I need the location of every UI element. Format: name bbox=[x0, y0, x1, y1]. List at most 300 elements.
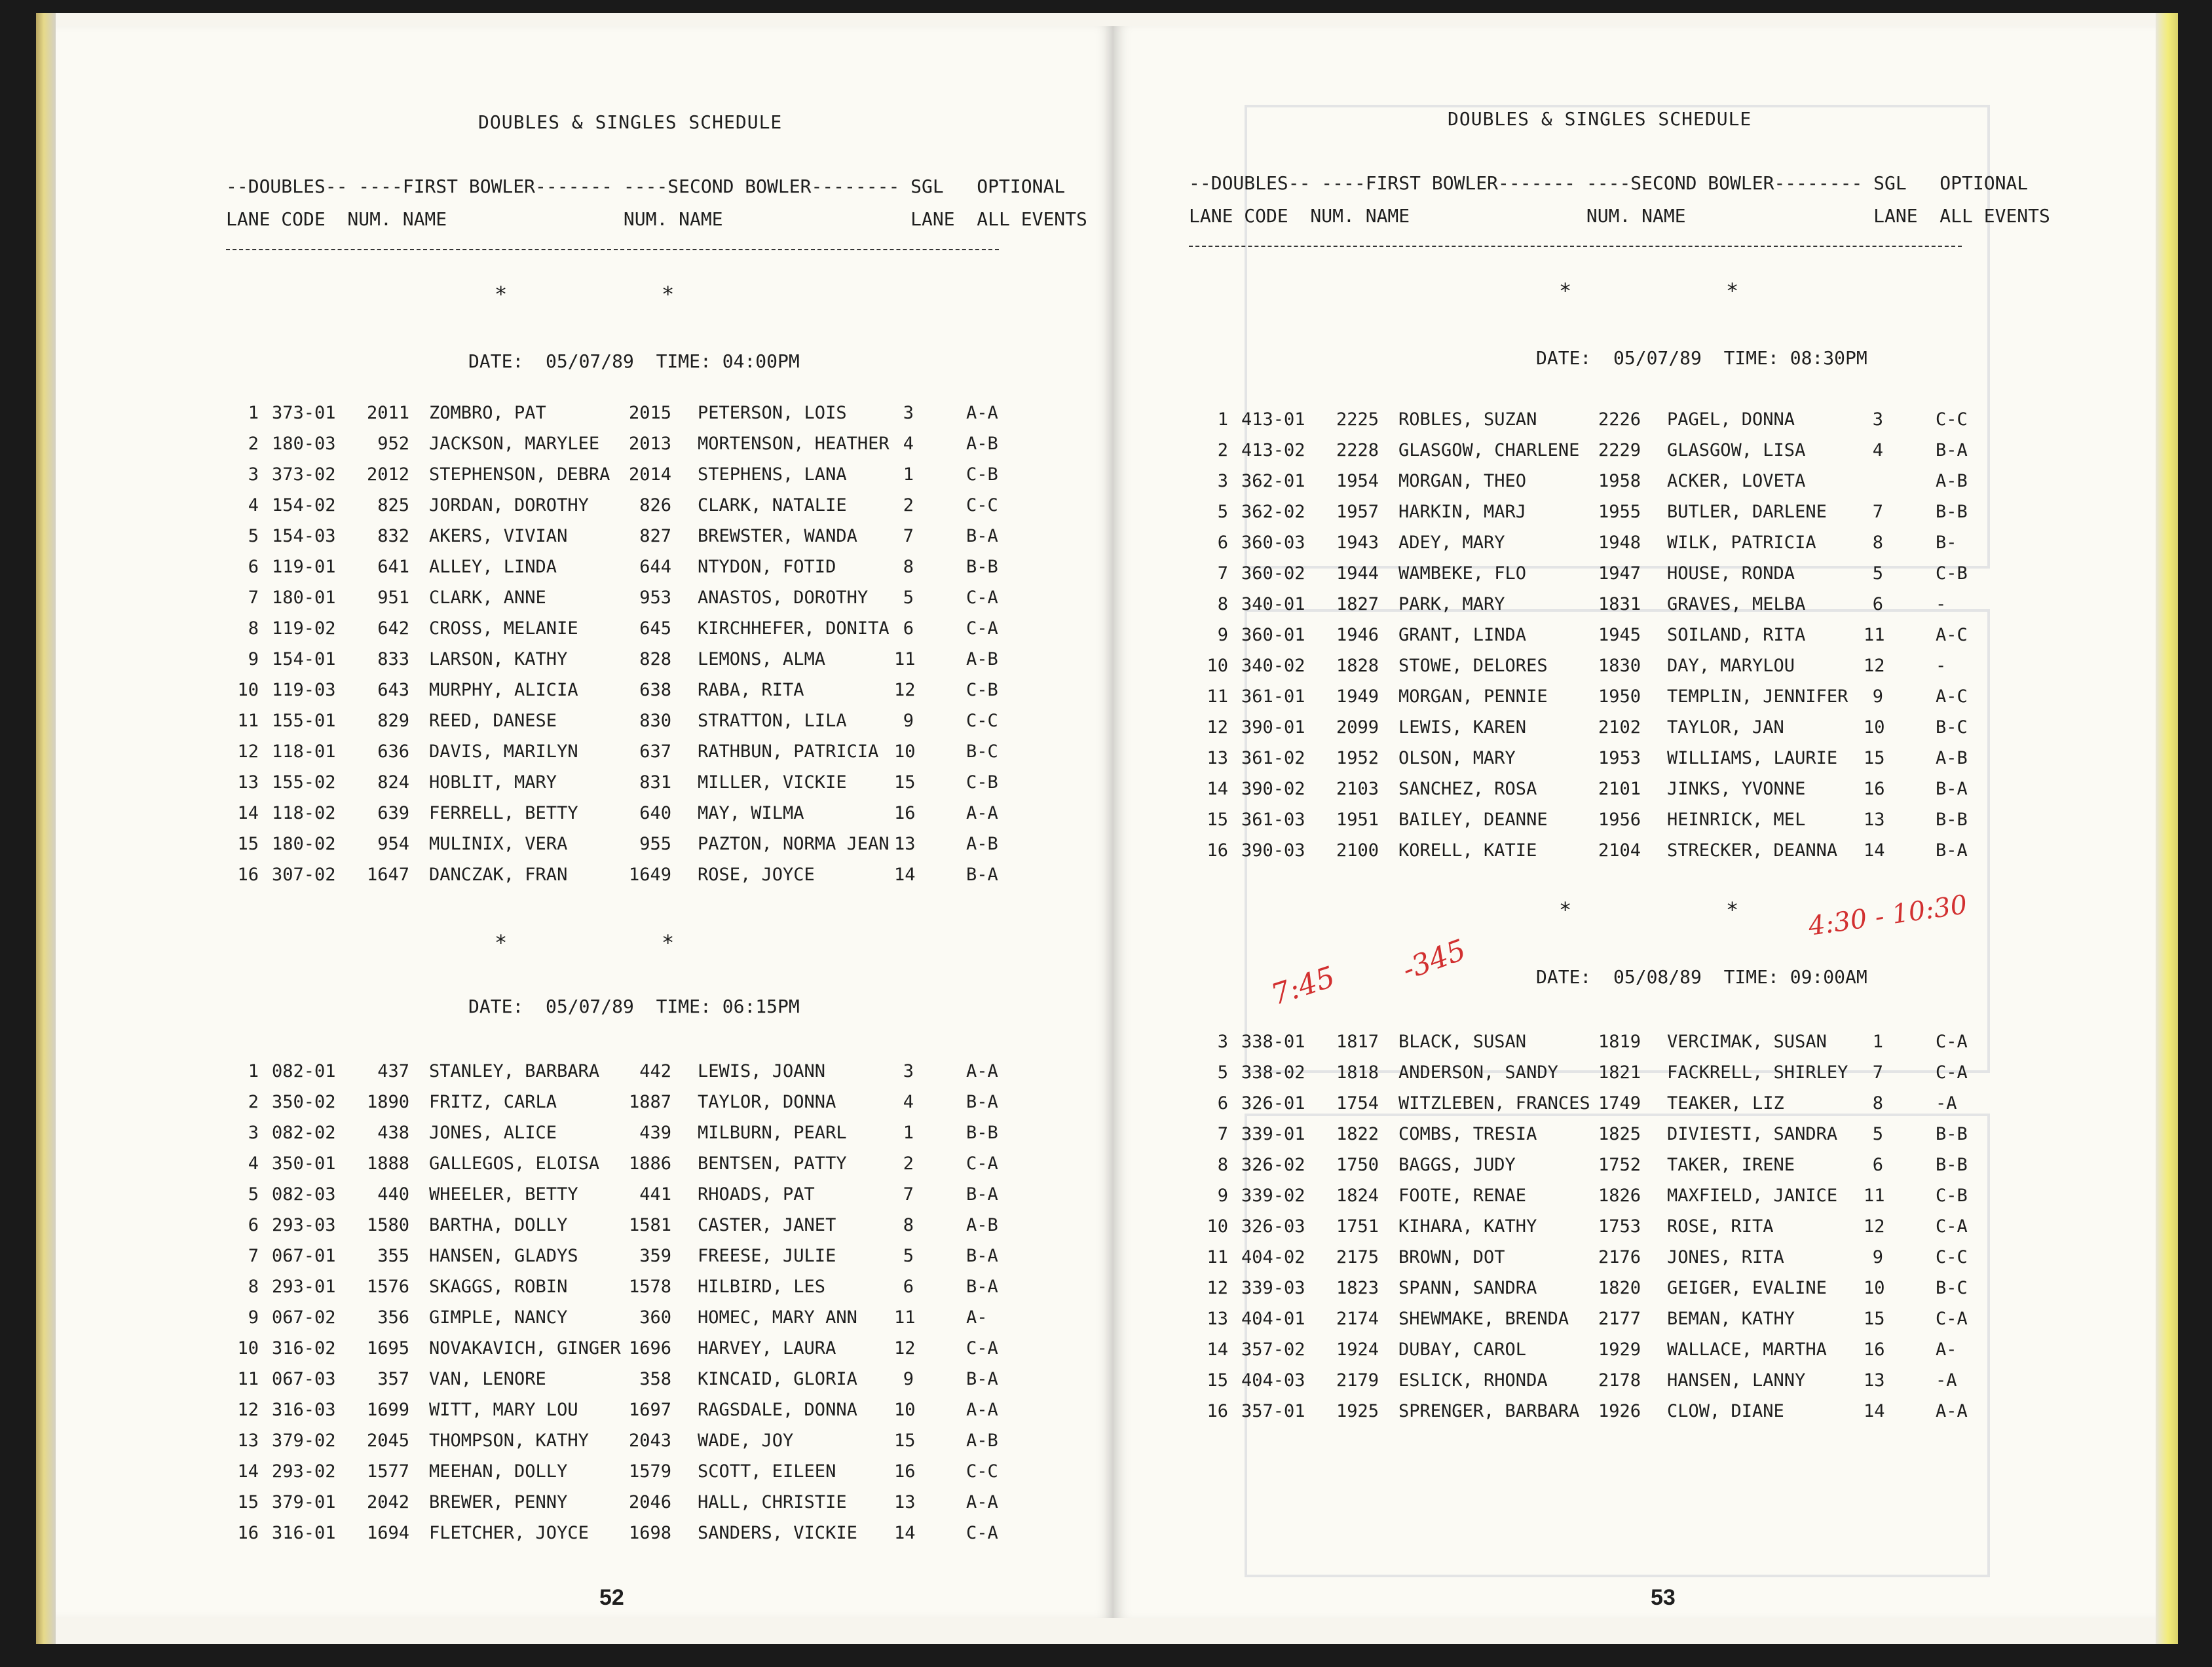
doubles-code-cell: 307-02 bbox=[272, 865, 336, 885]
second-bowler-name-cell: ANASTOS, DOROTHY bbox=[698, 588, 869, 608]
separator-star: * bbox=[1559, 897, 1572, 922]
first-bowler-number-cell: 2045 bbox=[366, 1431, 409, 1451]
second-bowler-name-cell: MILLER, VICKIE bbox=[698, 772, 847, 793]
optional-all-events-cell: C-B bbox=[966, 772, 998, 793]
first-bowler-number-cell: 2225 bbox=[1336, 409, 1379, 430]
second-bowler-name-cell: TAYLOR, DONNA bbox=[698, 1092, 836, 1112]
second-bowler-name-cell: WALLACE, MARTHA bbox=[1667, 1339, 1827, 1360]
second-bowler-name-cell: ROSE, JOYCE bbox=[698, 865, 815, 885]
doubles-code-cell: 373-01 bbox=[272, 403, 336, 423]
doubles-code-cell: 326-02 bbox=[1241, 1155, 1305, 1175]
second-bowler-number-cell: 358 bbox=[639, 1369, 671, 1389]
singles-lane-cell: 10 bbox=[894, 741, 916, 762]
second-bowler-name-cell: FREESE, JULIE bbox=[698, 1246, 836, 1266]
first-bowler-name-cell: DUBAY, CAROL bbox=[1398, 1339, 1527, 1360]
lane-cell: 16 bbox=[237, 1523, 259, 1543]
lane-cell: 6 bbox=[1217, 1093, 1228, 1114]
second-bowler-name-cell: STRATTON, LILA bbox=[698, 711, 847, 731]
first-bowler-number-cell: 2011 bbox=[366, 403, 409, 423]
first-bowler-number-cell: 1828 bbox=[1336, 656, 1379, 676]
optional-all-events-cell: C-C bbox=[966, 711, 998, 731]
doubles-code-cell: 154-02 bbox=[272, 495, 336, 515]
first-bowler-number-cell: 954 bbox=[377, 834, 409, 854]
singles-lane-cell: 14 bbox=[894, 1523, 916, 1543]
first-bowler-number-cell: 440 bbox=[377, 1184, 409, 1205]
first-bowler-number-cell: 1694 bbox=[366, 1523, 409, 1543]
doubles-code-cell: 326-01 bbox=[1241, 1093, 1305, 1114]
first-bowler-name-cell: HANSEN, GLADYS bbox=[429, 1246, 578, 1266]
singles-lane-cell: 2 bbox=[903, 495, 914, 515]
right-page bbox=[1114, 26, 2156, 1618]
separator-star: * bbox=[1726, 897, 1739, 922]
first-bowler-number-cell: 952 bbox=[377, 434, 409, 454]
second-bowler-number-cell: 1887 bbox=[628, 1092, 671, 1112]
lane-cell: 6 bbox=[1217, 533, 1228, 553]
second-bowler-number-cell: 1929 bbox=[1598, 1339, 1641, 1360]
first-bowler-number-cell: 636 bbox=[377, 741, 409, 762]
lane-cell: 3 bbox=[1217, 471, 1228, 491]
lane-cell: 16 bbox=[1207, 1401, 1228, 1421]
optional-all-events-cell: B-C bbox=[1936, 1278, 1968, 1298]
singles-lane-cell: 3 bbox=[903, 403, 914, 423]
lane-cell: 15 bbox=[237, 834, 259, 854]
second-bowler-name-cell: SANDERS, VICKIE bbox=[698, 1523, 857, 1543]
singles-lane-cell: 9 bbox=[1872, 686, 1883, 707]
optional-all-events-cell: - bbox=[1936, 656, 1947, 676]
singles-lane-cell: 4 bbox=[903, 1092, 914, 1112]
doubles-code-cell: 390-02 bbox=[1241, 779, 1305, 799]
second-bowler-number-cell: 2102 bbox=[1598, 717, 1641, 738]
second-bowler-name-cell: WADE, JOY bbox=[698, 1431, 794, 1451]
first-bowler-name-cell: FOOTE, RENAE bbox=[1398, 1186, 1527, 1206]
first-bowler-name-cell: COMBS, TRESIA bbox=[1398, 1124, 1537, 1144]
optional-all-events-cell: B-B bbox=[1936, 810, 1968, 830]
singles-lane-cell: 16 bbox=[1864, 779, 1885, 799]
first-bowler-number-cell: 641 bbox=[377, 557, 409, 577]
first-bowler-name-cell: REED, DANESE bbox=[429, 711, 557, 731]
lane-cell: 8 bbox=[1217, 594, 1228, 614]
optional-all-events-cell: C-A bbox=[1936, 1216, 1968, 1237]
optional-all-events-cell: B-A bbox=[966, 1184, 998, 1205]
singles-lane-cell: 9 bbox=[903, 711, 914, 731]
doubles-code-cell: 390-01 bbox=[1241, 717, 1305, 738]
second-bowler-name-cell: NTYDON, FOTID bbox=[698, 557, 836, 577]
lane-cell: 8 bbox=[1217, 1155, 1228, 1175]
second-bowler-name-cell: TEMPLIN, JENNIFER bbox=[1667, 686, 1848, 707]
singles-lane-cell: 14 bbox=[1864, 1401, 1885, 1421]
doubles-code-cell: 180-01 bbox=[272, 588, 336, 608]
singles-lane-cell: 15 bbox=[1864, 748, 1885, 768]
first-bowler-number-cell: 1949 bbox=[1336, 686, 1379, 707]
second-bowler-name-cell: TAKER, IRENE bbox=[1667, 1155, 1795, 1175]
doubles-code-cell: 379-01 bbox=[272, 1492, 336, 1512]
first-bowler-number-cell: 643 bbox=[377, 680, 409, 700]
first-bowler-name-cell: WHEELER, BETTY bbox=[429, 1184, 578, 1205]
lane-cell: 3 bbox=[248, 1123, 259, 1143]
doubles-code-cell: 339-03 bbox=[1241, 1278, 1305, 1298]
singles-lane-cell: 6 bbox=[903, 618, 914, 639]
doubles-code-cell: 340-01 bbox=[1241, 594, 1305, 614]
lane-cell: 10 bbox=[237, 1338, 259, 1358]
singles-lane-cell: 11 bbox=[894, 649, 916, 669]
second-bowler-name-cell: MAY, WILMA bbox=[698, 803, 804, 823]
first-bowler-name-cell: BAILEY, DEANNE bbox=[1398, 810, 1548, 830]
first-bowler-name-cell: BREWER, PENNY bbox=[429, 1492, 568, 1512]
optional-all-events-cell: - bbox=[1936, 594, 1947, 614]
lane-cell: 12 bbox=[1207, 717, 1228, 738]
optional-all-events-cell: A- bbox=[1936, 1339, 1957, 1360]
second-bowler-number-cell: 953 bbox=[639, 588, 671, 608]
doubles-code-cell: 362-01 bbox=[1241, 471, 1305, 491]
optional-all-events-cell: C-B bbox=[1936, 563, 1968, 584]
second-bowler-name-cell: MORTENSON, HEATHER bbox=[698, 434, 890, 454]
lane-cell: 5 bbox=[1217, 502, 1228, 522]
singles-lane-cell: 8 bbox=[1872, 533, 1883, 553]
first-bowler-name-cell: MORGAN, THEO bbox=[1398, 471, 1527, 491]
lane-cell: 10 bbox=[237, 680, 259, 700]
optional-all-events-cell: B-A bbox=[1936, 779, 1968, 799]
first-bowler-name-cell: GRANT, LINDA bbox=[1398, 625, 1527, 645]
second-bowler-number-cell: 1581 bbox=[628, 1215, 671, 1235]
doubles-code-cell: 119-02 bbox=[272, 618, 336, 639]
first-bowler-name-cell: FLETCHER, JOYCE bbox=[429, 1523, 589, 1543]
second-bowler-number-cell: 1698 bbox=[628, 1523, 671, 1543]
doubles-code-cell: 082-03 bbox=[272, 1184, 336, 1205]
lane-cell: 5 bbox=[248, 526, 259, 546]
singles-lane-cell: 14 bbox=[1864, 840, 1885, 861]
second-bowler-name-cell: RHOADS, PAT bbox=[698, 1184, 815, 1205]
singles-lane-cell: 15 bbox=[894, 772, 916, 793]
doubles-code-cell: 316-02 bbox=[272, 1338, 336, 1358]
second-bowler-number-cell: 1830 bbox=[1598, 656, 1641, 676]
optional-all-events-cell: C-B bbox=[966, 680, 998, 700]
first-bowler-name-cell: NOVAKAVICH, GINGER bbox=[429, 1338, 621, 1358]
second-bowler-number-cell: 1958 bbox=[1598, 471, 1641, 491]
first-bowler-number-cell: 2174 bbox=[1336, 1309, 1379, 1329]
second-bowler-number-cell: 360 bbox=[639, 1307, 671, 1328]
optional-all-events-cell: C-A bbox=[966, 1338, 998, 1358]
second-bowler-number-cell: 2014 bbox=[628, 464, 671, 485]
lane-cell: 10 bbox=[1207, 656, 1228, 676]
doubles-code-cell: 067-01 bbox=[272, 1246, 336, 1266]
doubles-code-cell: 340-02 bbox=[1241, 656, 1305, 676]
first-bowler-number-cell: 1751 bbox=[1336, 1216, 1379, 1237]
first-bowler-number-cell: 1580 bbox=[366, 1215, 409, 1235]
second-bowler-name-cell: GLASGOW, LISA bbox=[1667, 440, 1806, 460]
first-bowler-number-cell: 2175 bbox=[1336, 1247, 1379, 1267]
doubles-code-cell: 338-01 bbox=[1241, 1032, 1305, 1052]
lane-cell: 15 bbox=[237, 1492, 259, 1512]
optional-all-events-cell: A-A bbox=[1936, 1401, 1968, 1421]
optional-all-events-cell: C-B bbox=[966, 464, 998, 485]
optional-all-events-cell: -A bbox=[1936, 1370, 1957, 1391]
second-bowler-name-cell: MAXFIELD, JANICE bbox=[1667, 1186, 1838, 1206]
second-bowler-name-cell: WILK, PATRICIA bbox=[1667, 533, 1816, 553]
first-bowler-name-cell: LEWIS, KAREN bbox=[1398, 717, 1527, 738]
header-divider bbox=[1189, 246, 1962, 247]
doubles-code-cell: 316-03 bbox=[272, 1400, 336, 1420]
second-bowler-number-cell: 1819 bbox=[1598, 1032, 1641, 1052]
first-bowler-name-cell: MORGAN, PENNIE bbox=[1398, 686, 1548, 707]
first-bowler-number-cell: 1954 bbox=[1336, 471, 1379, 491]
doubles-code-cell: 350-02 bbox=[272, 1092, 336, 1112]
first-bowler-number-cell: 833 bbox=[377, 649, 409, 669]
second-bowler-name-cell: HILBIRD, LES bbox=[698, 1277, 826, 1297]
first-bowler-number-cell: 1827 bbox=[1336, 594, 1379, 614]
first-bowler-name-cell: BARTHA, DOLLY bbox=[429, 1215, 568, 1235]
handwritten-note: 4:30 - 10:30 bbox=[1806, 890, 1970, 942]
singles-lane-cell: 7 bbox=[903, 526, 914, 546]
first-bowler-number-cell: 1695 bbox=[366, 1338, 409, 1358]
first-bowler-name-cell: STANLEY, BARBARA bbox=[429, 1061, 600, 1081]
first-bowler-number-cell: 1699 bbox=[366, 1400, 409, 1420]
first-bowler-number-cell: 356 bbox=[377, 1307, 409, 1328]
singles-lane-cell: 16 bbox=[1864, 1339, 1885, 1360]
lane-cell: 7 bbox=[1217, 1124, 1228, 1144]
singles-lane-cell: 2 bbox=[903, 1153, 914, 1174]
first-bowler-number-cell: 1754 bbox=[1336, 1093, 1379, 1114]
first-bowler-number-cell: 1750 bbox=[1336, 1155, 1379, 1175]
first-bowler-name-cell: HOBLIT, MARY bbox=[429, 772, 557, 793]
lane-cell: 2 bbox=[1217, 440, 1228, 460]
first-bowler-number-cell: 1924 bbox=[1336, 1339, 1379, 1360]
second-bowler-name-cell: JINKS, YVONNE bbox=[1667, 779, 1806, 799]
first-bowler-name-cell: OLSON, MARY bbox=[1398, 748, 1516, 768]
optional-all-events-cell: C-B bbox=[1936, 1186, 1968, 1206]
lane-cell: 11 bbox=[1207, 1247, 1228, 1267]
first-bowler-name-cell: ROBLES, SUZAN bbox=[1398, 409, 1537, 430]
second-bowler-name-cell: TAYLOR, JAN bbox=[1667, 717, 1784, 738]
first-bowler-name-cell: CLARK, ANNE bbox=[429, 588, 546, 608]
first-bowler-name-cell: LARSON, KATHY bbox=[429, 649, 568, 669]
lane-cell: 3 bbox=[248, 464, 259, 485]
first-bowler-number-cell: 2100 bbox=[1336, 840, 1379, 861]
lane-cell: 10 bbox=[1207, 1216, 1228, 1237]
lane-cell: 8 bbox=[248, 618, 259, 639]
optional-all-events-cell: C-A bbox=[1936, 1032, 1968, 1052]
doubles-code-cell: 293-01 bbox=[272, 1277, 336, 1297]
second-bowler-number-cell: 1696 bbox=[628, 1338, 671, 1358]
doubles-code-cell: 362-02 bbox=[1241, 502, 1305, 522]
optional-all-events-cell: A-B bbox=[966, 834, 998, 854]
optional-all-events-cell: C-A bbox=[966, 1153, 998, 1174]
optional-all-events-cell: B-A bbox=[966, 1277, 998, 1297]
lane-cell: 5 bbox=[1217, 1062, 1228, 1083]
optional-all-events-cell: A-B bbox=[966, 1431, 998, 1451]
singles-lane-cell: 10 bbox=[894, 1400, 916, 1420]
lane-cell: 9 bbox=[1217, 625, 1228, 645]
second-bowler-name-cell: BEMAN, KATHY bbox=[1667, 1309, 1795, 1329]
session-date-time: DATE: 05/08/89 TIME: 09:00AM bbox=[1536, 966, 1867, 988]
optional-all-events-cell: A-B bbox=[966, 1215, 998, 1235]
first-bowler-number-cell: 642 bbox=[377, 618, 409, 639]
second-bowler-number-cell: 830 bbox=[639, 711, 671, 731]
optional-all-events-cell: C-C bbox=[966, 495, 998, 515]
optional-all-events-cell: C-A bbox=[1936, 1062, 1968, 1083]
doubles-code-cell: 118-02 bbox=[272, 803, 336, 823]
column-header-line-1: --DOUBLES-- ----FIRST BOWLER------- ----SECOND BOWLER-------- SGL OPTIONAL bbox=[1189, 172, 2029, 194]
second-bowler-number-cell: 828 bbox=[639, 649, 671, 669]
second-bowler-name-cell: BREWSTER, WANDA bbox=[698, 526, 857, 546]
optional-all-events-cell: A-C bbox=[1936, 686, 1968, 707]
first-bowler-number-cell: 829 bbox=[377, 711, 409, 731]
singles-lane-cell: 3 bbox=[903, 1061, 914, 1081]
optional-all-events-cell: B-A bbox=[1936, 840, 1968, 861]
singles-lane-cell: 6 bbox=[1872, 594, 1883, 614]
second-bowler-number-cell: 1826 bbox=[1598, 1186, 1641, 1206]
doubles-code-cell: 361-01 bbox=[1241, 686, 1305, 707]
first-bowler-name-cell: JONES, ALICE bbox=[429, 1123, 557, 1143]
first-bowler-name-cell: BROWN, DOT bbox=[1398, 1247, 1505, 1267]
doubles-code-cell: 118-01 bbox=[272, 741, 336, 762]
first-bowler-name-cell: SKAGGS, ROBIN bbox=[429, 1277, 568, 1297]
first-bowler-number-cell: 355 bbox=[377, 1246, 409, 1266]
second-bowler-number-cell: 1926 bbox=[1598, 1401, 1641, 1421]
second-bowler-number-cell: 1749 bbox=[1598, 1093, 1641, 1114]
second-bowler-number-cell: 2043 bbox=[628, 1431, 671, 1451]
singles-lane-cell: 13 bbox=[1864, 1370, 1885, 1391]
second-bowler-number-cell: 2178 bbox=[1598, 1370, 1641, 1391]
singles-lane-cell: 12 bbox=[894, 680, 916, 700]
first-bowler-name-cell: JACKSON, MARYLEE bbox=[429, 434, 600, 454]
doubles-code-cell: 357-02 bbox=[1241, 1339, 1305, 1360]
second-bowler-number-cell: 2226 bbox=[1598, 409, 1641, 430]
optional-all-events-cell: B- bbox=[1936, 533, 1957, 553]
doubles-code-cell: 082-02 bbox=[272, 1123, 336, 1143]
second-bowler-name-cell: DIVIESTI, SANDRA bbox=[1667, 1124, 1838, 1144]
first-bowler-name-cell: STEPHENSON, DEBRA bbox=[429, 464, 610, 485]
lane-cell: 9 bbox=[248, 1307, 259, 1328]
lane-cell: 11 bbox=[1207, 686, 1228, 707]
second-bowler-number-cell: 441 bbox=[639, 1184, 671, 1205]
lane-cell: 15 bbox=[1207, 1370, 1228, 1391]
second-bowler-number-cell: 359 bbox=[639, 1246, 671, 1266]
second-bowler-number-cell: 826 bbox=[639, 495, 671, 515]
lane-cell: 15 bbox=[1207, 810, 1228, 830]
column-header-line-2: LANE CODE NUM. NAME NUM. NAME LANE ALL EVENTS bbox=[226, 208, 1087, 230]
second-bowler-name-cell: ACKER, LOVETA bbox=[1667, 471, 1806, 491]
first-bowler-name-cell: WAMBEKE, FLO bbox=[1398, 563, 1527, 584]
first-bowler-name-cell: FRITZ, CARLA bbox=[429, 1092, 557, 1112]
doubles-code-cell: 413-02 bbox=[1241, 440, 1305, 460]
second-bowler-name-cell: HANSEN, LANNY bbox=[1667, 1370, 1806, 1391]
second-bowler-name-cell: GRAVES, MELBA bbox=[1667, 594, 1806, 614]
first-bowler-name-cell: JORDAN, DOROTHY bbox=[429, 495, 589, 515]
first-bowler-name-cell: WITZLEBEN, FRANCES bbox=[1398, 1093, 1590, 1114]
second-bowler-number-cell: 638 bbox=[639, 680, 671, 700]
first-bowler-name-cell: BLACK, SUSAN bbox=[1398, 1032, 1527, 1052]
first-bowler-number-cell: 2228 bbox=[1336, 440, 1379, 460]
singles-lane-cell: 8 bbox=[903, 557, 914, 577]
optional-all-events-cell: A-A bbox=[966, 1061, 998, 1081]
lane-cell: 12 bbox=[1207, 1278, 1228, 1298]
first-bowler-number-cell: 1890 bbox=[366, 1092, 409, 1112]
lane-cell: 12 bbox=[237, 1400, 259, 1420]
session-date-time: DATE: 05/07/89 TIME: 04:00PM bbox=[468, 350, 800, 372]
optional-all-events-cell: A-B bbox=[966, 434, 998, 454]
doubles-code-cell: 361-03 bbox=[1241, 810, 1305, 830]
second-bowler-name-cell: STRECKER, DEANNA bbox=[1667, 840, 1838, 861]
second-bowler-number-cell: 2013 bbox=[628, 434, 671, 454]
singles-lane-cell: 12 bbox=[1864, 656, 1885, 676]
second-bowler-number-cell: 640 bbox=[639, 803, 671, 823]
first-bowler-name-cell: ESLICK, RHONDA bbox=[1398, 1370, 1548, 1391]
optional-all-events-cell: B-C bbox=[1936, 717, 1968, 738]
first-bowler-number-cell: 832 bbox=[377, 526, 409, 546]
second-bowler-number-cell: 1649 bbox=[628, 865, 671, 885]
second-bowler-name-cell: HALL, CHRISTIE bbox=[698, 1492, 847, 1512]
first-bowler-number-cell: 951 bbox=[377, 588, 409, 608]
first-bowler-name-cell: GLASGOW, CHARLENE bbox=[1398, 440, 1580, 460]
left-page bbox=[56, 26, 1114, 1618]
second-bowler-number-cell: 1945 bbox=[1598, 625, 1641, 645]
optional-all-events-cell: B-B bbox=[1936, 502, 1968, 522]
handwritten-note: -345 bbox=[1398, 933, 1471, 987]
lane-cell: 13 bbox=[1207, 1309, 1228, 1329]
doubles-code-cell: 360-03 bbox=[1241, 533, 1305, 553]
separator-star: * bbox=[1726, 278, 1739, 303]
second-bowler-name-cell: VERCIMAK, SUSAN bbox=[1667, 1032, 1827, 1052]
first-bowler-number-cell: 1952 bbox=[1336, 748, 1379, 768]
first-bowler-number-cell: 1823 bbox=[1336, 1278, 1379, 1298]
second-bowler-name-cell: WILLIAMS, LAURIE bbox=[1667, 748, 1838, 768]
optional-all-events-cell: B-B bbox=[1936, 1155, 1968, 1175]
lane-cell: 9 bbox=[1217, 1186, 1228, 1206]
open-booklet bbox=[36, 13, 2178, 1644]
first-bowler-name-cell: DANCZAK, FRAN bbox=[429, 865, 568, 885]
first-bowler-name-cell: ZOMBRO, PAT bbox=[429, 403, 546, 423]
doubles-code-cell: 316-01 bbox=[272, 1523, 336, 1543]
lane-cell: 11 bbox=[237, 1369, 259, 1389]
doubles-code-cell: 119-01 bbox=[272, 557, 336, 577]
doubles-code-cell: 293-02 bbox=[272, 1461, 336, 1482]
first-bowler-number-cell: 1943 bbox=[1336, 533, 1379, 553]
optional-all-events-cell: C-C bbox=[1936, 409, 1968, 430]
doubles-code-cell: 357-01 bbox=[1241, 1401, 1305, 1421]
lane-cell: 13 bbox=[237, 1431, 259, 1451]
singles-lane-cell: 6 bbox=[903, 1277, 914, 1297]
second-bowler-number-cell: 827 bbox=[639, 526, 671, 546]
doubles-code-cell: 390-03 bbox=[1241, 840, 1305, 861]
lane-cell: 7 bbox=[1217, 563, 1228, 584]
first-bowler-number-cell: 825 bbox=[377, 495, 409, 515]
second-bowler-number-cell: 1948 bbox=[1598, 533, 1641, 553]
second-bowler-name-cell: LEWIS, JOANN bbox=[698, 1061, 826, 1081]
doubles-code-cell: 338-02 bbox=[1241, 1062, 1305, 1083]
singles-lane-cell: 16 bbox=[894, 803, 916, 823]
second-bowler-name-cell: SOILAND, RITA bbox=[1667, 625, 1806, 645]
optional-all-events-cell: A-C bbox=[1936, 625, 1968, 645]
second-bowler-name-cell: RAGSDALE, DONNA bbox=[698, 1400, 857, 1420]
booklet-right-edge bbox=[2156, 13, 2178, 1644]
singles-lane-cell: 12 bbox=[894, 1338, 916, 1358]
first-bowler-number-cell: 1957 bbox=[1336, 502, 1379, 522]
optional-all-events-cell: B-A bbox=[966, 865, 998, 885]
doubles-code-cell: 155-02 bbox=[272, 772, 336, 793]
singles-lane-cell: 6 bbox=[1872, 1155, 1883, 1175]
singles-lane-cell: 11 bbox=[1864, 625, 1885, 645]
optional-all-events-cell: B-B bbox=[966, 1123, 998, 1143]
second-bowler-number-cell: 1886 bbox=[628, 1153, 671, 1174]
second-bowler-name-cell: RABA, RITA bbox=[698, 680, 804, 700]
singles-lane-cell: 1 bbox=[1872, 1032, 1883, 1052]
first-bowler-name-cell: GALLEGOS, ELOISA bbox=[429, 1153, 600, 1174]
singles-lane-cell: 10 bbox=[1864, 1278, 1885, 1298]
lane-cell: 16 bbox=[237, 865, 259, 885]
second-bowler-name-cell: HOUSE, RONDA bbox=[1667, 563, 1795, 584]
doubles-code-cell: 119-03 bbox=[272, 680, 336, 700]
second-bowler-name-cell: KIRCHHEFER, DONITA bbox=[698, 618, 890, 639]
